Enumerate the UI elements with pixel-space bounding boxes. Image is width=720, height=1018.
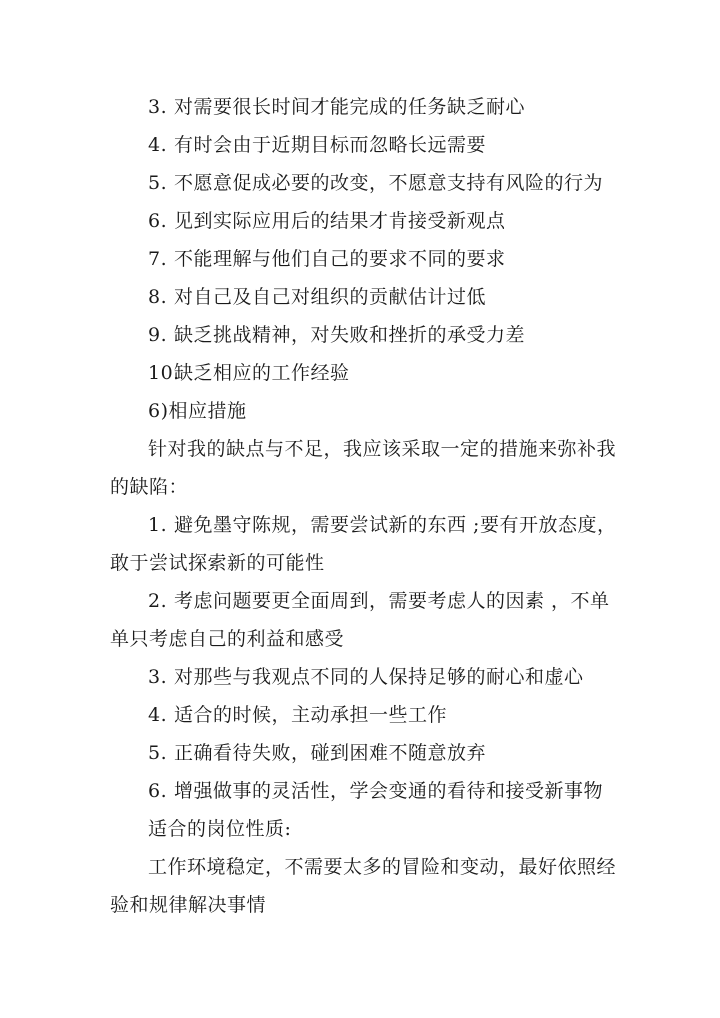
intro-line-1: 针对我的缺点与不足，我应该采取一定的措施来弥补我 xyxy=(148,438,617,460)
list-item-number: 8. xyxy=(148,286,168,308)
measure-number: 5. xyxy=(148,742,168,764)
measure-number: 2. xyxy=(148,590,168,612)
list-item-text: 不愿意促成必要的改变，不愿意支持有风险的行为 xyxy=(174,172,604,194)
measure-item-2 xyxy=(148,589,610,613)
list-item-text: 对需要很长时间才能完成的任务缺乏耐心 xyxy=(174,96,526,118)
measure-text: 考虑问题要更全面周到，需要考虑人的因素 ，不单 xyxy=(174,590,610,612)
list-item-10 xyxy=(148,361,350,385)
list-item-4 xyxy=(148,133,486,157)
suitable-line-2: 验和规律解决事情 xyxy=(110,894,267,916)
measure-item-3 xyxy=(148,665,584,689)
list-item-text: 对自己及自己对组织的贡献估计过低 xyxy=(174,286,487,308)
list-item-3 xyxy=(148,95,525,119)
list-item-text: 有时会由于近期目标而忽略长远需要 xyxy=(174,134,487,156)
measure-text: 适合的时候，主动承担一些工作 xyxy=(174,704,448,726)
list-item-6 xyxy=(148,209,506,233)
list-item-9 xyxy=(148,323,525,347)
measure-item-4 xyxy=(148,703,447,727)
measure-text: 避免墨守陈规，需要尝试新的东西 ;要有开放态度， xyxy=(174,514,617,536)
list-item-number: 4. xyxy=(148,134,168,156)
suitable-line-1: 工作环境稳定，不需要太多的冒险和变动，最好依照经 xyxy=(148,856,617,878)
list-item-number: 3. xyxy=(148,96,168,118)
list-item-text: 不能理解与他们自己的要求不同的要求 xyxy=(174,248,506,270)
list-item-5 xyxy=(148,171,603,195)
measure-item-6 xyxy=(148,779,603,803)
measure-number: 1. xyxy=(148,514,168,536)
measure-item-2-continued: 单只考虑自己的利益和感受 xyxy=(110,628,345,650)
measure-number: 4. xyxy=(148,704,168,726)
list-item-8 xyxy=(148,285,486,309)
list-item-number: 9. xyxy=(148,324,168,346)
list-item-text: 缺乏挑战精神，对失败和挫折的承受力差 xyxy=(174,324,526,346)
list-item-text: 缺乏相应的工作经验 xyxy=(174,362,350,384)
measure-item-1-continued: 敢于尝试探索新的可能性 xyxy=(110,552,325,574)
measure-item-1 xyxy=(148,513,616,537)
list-item-number: 5. xyxy=(148,172,168,194)
list-item-number: 10. xyxy=(148,362,180,384)
list-item-text: 见到实际应用后的结果才肯接受新观点 xyxy=(174,210,506,232)
measure-number: 3. xyxy=(148,666,168,688)
measure-item-5 xyxy=(148,741,486,765)
measure-text: 正确看待失败，碰到困难不随意放弃 xyxy=(174,742,487,764)
measure-text: 对那些与我观点不同的人保持足够的耐心和虚心 xyxy=(174,666,584,688)
list-item-number: 7. xyxy=(148,248,168,270)
intro-line-2: 的缺陷： xyxy=(110,476,189,498)
section-heading: 6)相应措施 xyxy=(148,400,247,422)
list-item-number: 6. xyxy=(148,210,168,232)
suitable-heading: 适合的岗位性质: xyxy=(148,818,292,840)
list-item-7 xyxy=(148,247,506,271)
measure-text: 增强做事的灵活性，学会变通的看待和接受新事物 xyxy=(174,780,604,802)
measure-number: 6. xyxy=(148,780,168,802)
